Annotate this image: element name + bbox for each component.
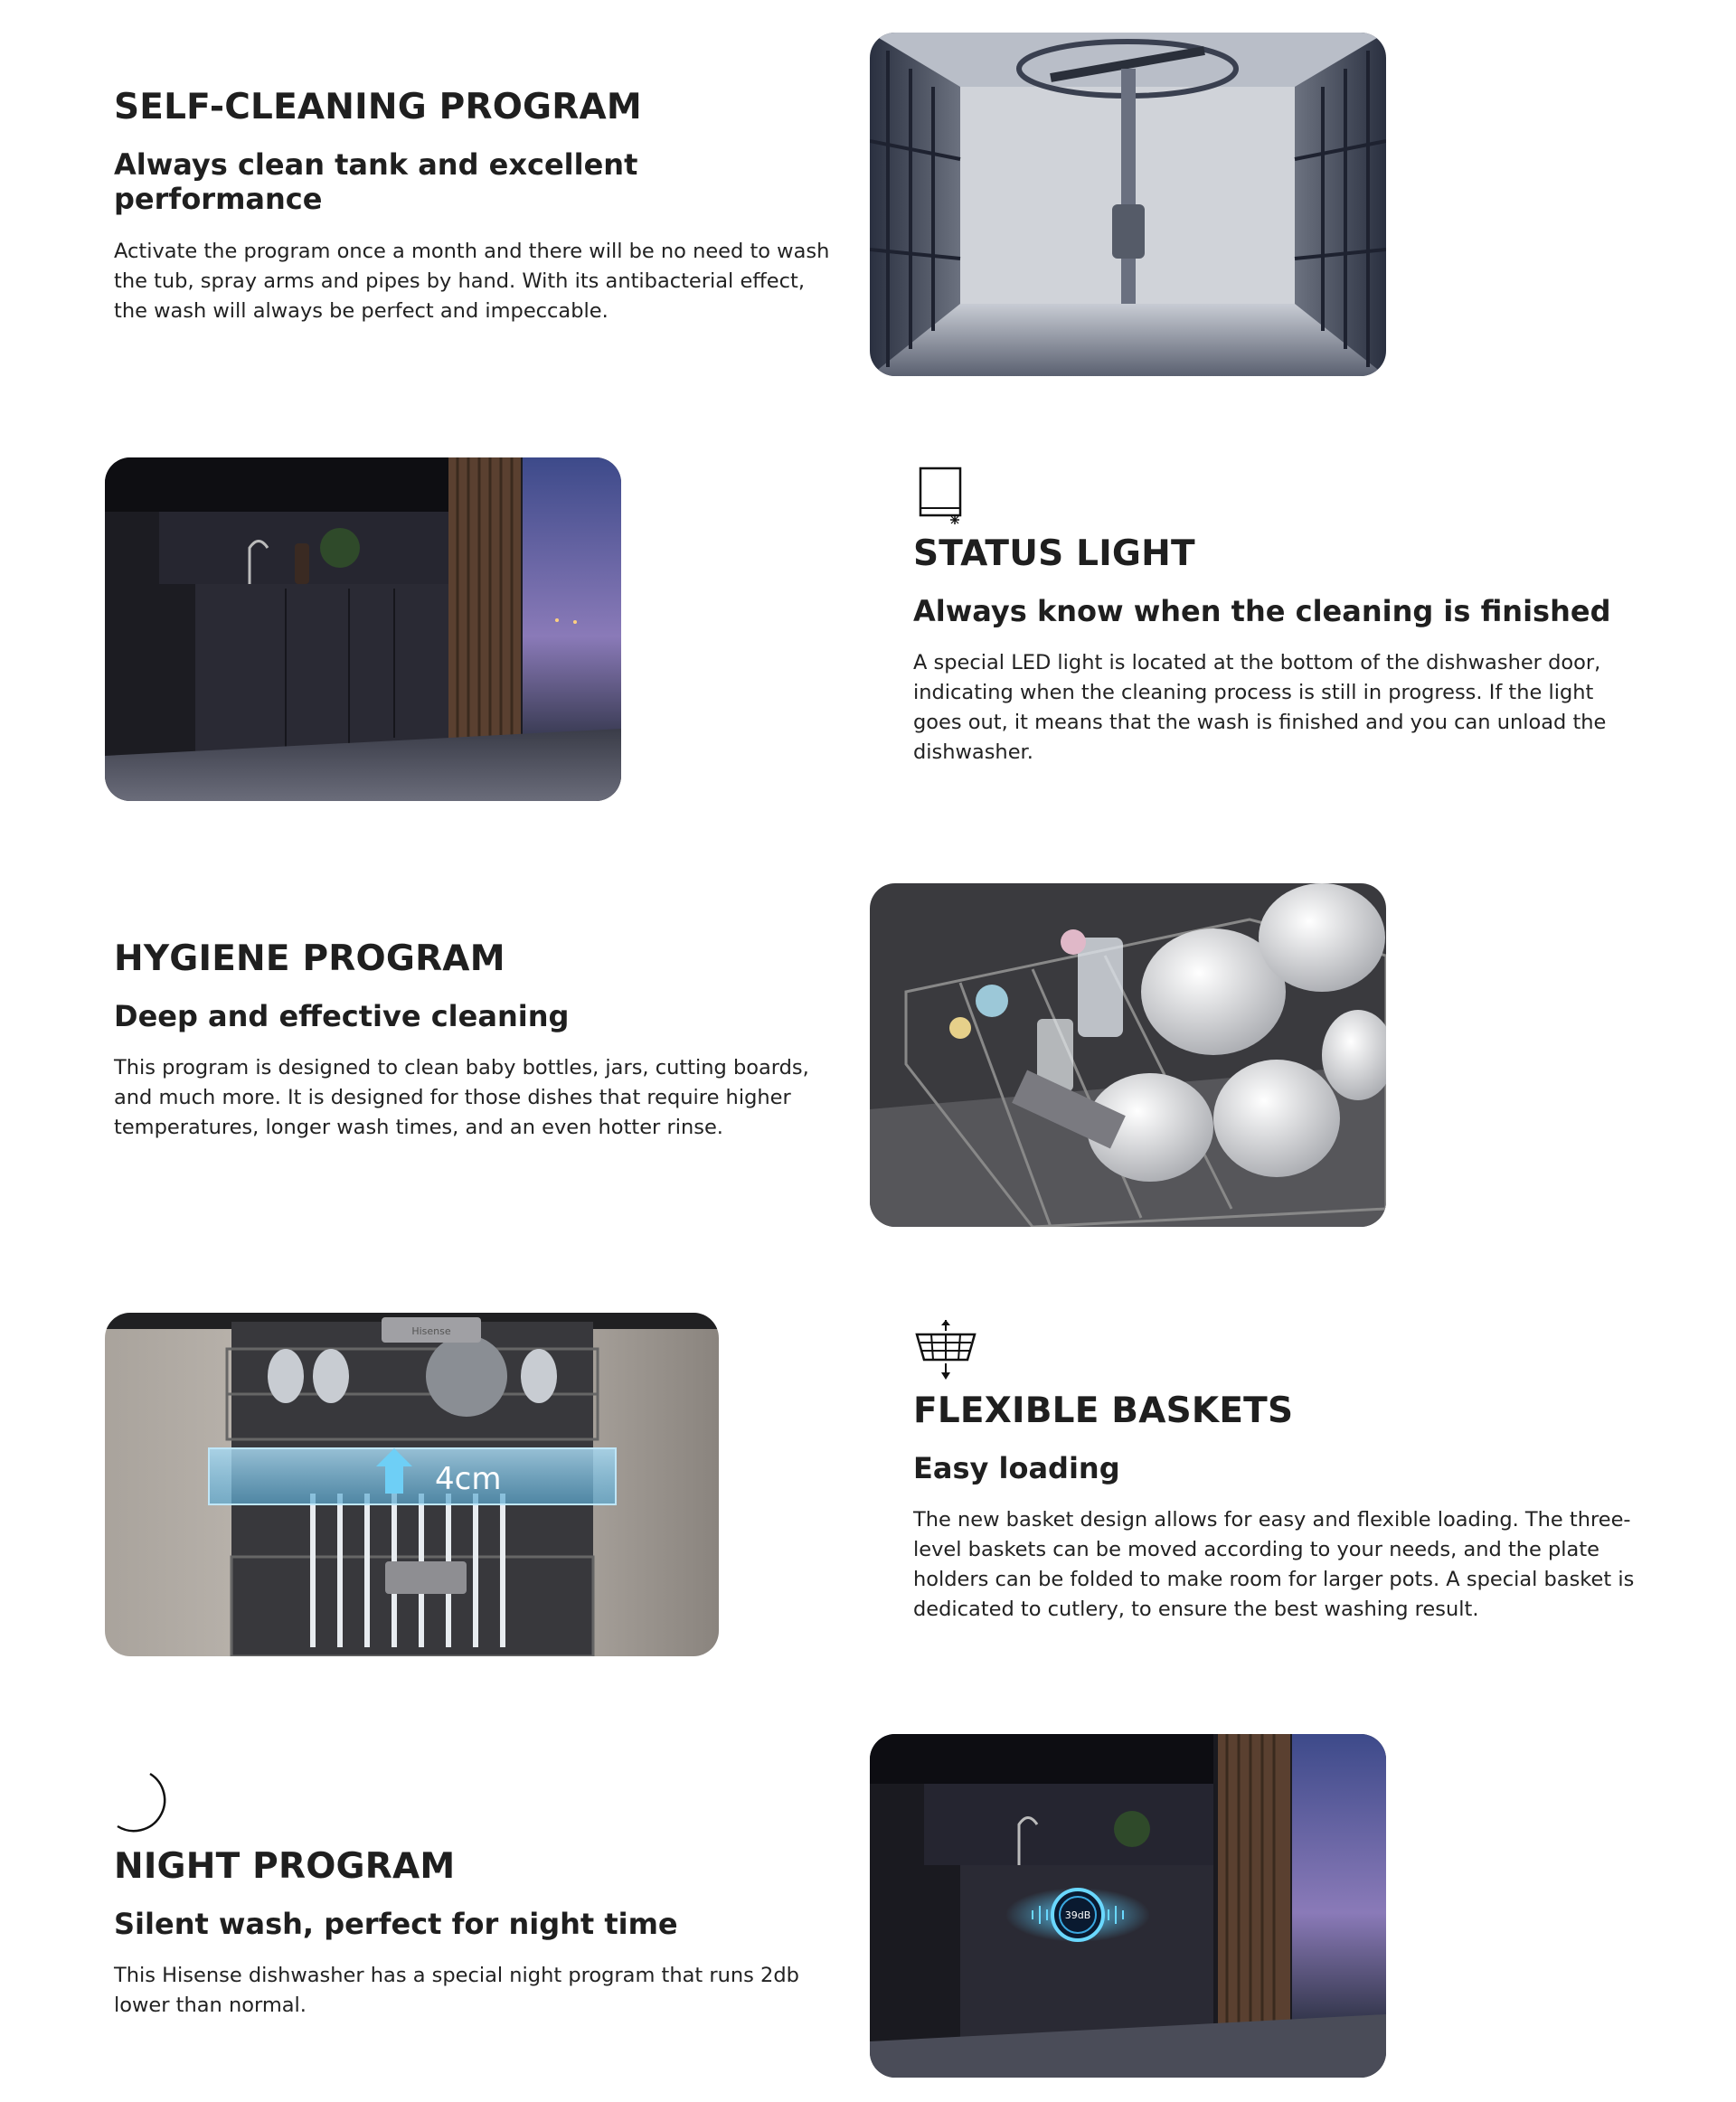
feature-subtitle: Easy loading [913, 1450, 1120, 1485]
flexible-baskets-image [105, 1313, 719, 1656]
feature-subtitle: Deep and effective cleaning [114, 998, 570, 1033]
feature-subtitle: Always know when the cleaning is finished [913, 593, 1611, 628]
feature-description: This Hisense dishwasher has a special night program that runs 2db lower than normal. [114, 1964, 799, 2018]
basket-icon [913, 1318, 978, 1383]
feature-description: The new basket design allows for easy and flexible loading. The three-level baskets can be moved according to your needs, and the plate holders can be folded to make room for larger pots. A special basket is dedicated to cutlery, to ensure the best washing result. [913, 1508, 1635, 1622]
feature-subtitle: Always clean tank and excellent performance [114, 146, 638, 217]
dishwasher-interior-image [870, 33, 1386, 376]
brand-logo-text: Hisense [411, 1325, 451, 1337]
feature-night-program [114, 1770, 837, 2021]
feature-hygiene [114, 938, 837, 1143]
feature-title: SELF-CLEANING PROGRAM [114, 87, 642, 127]
feature-description: This program is designed to clean baby bottles, jars, cutting boards, and much more. It is designed for those dishes that require higher temperatures, longer wash times, and an even hotter rinse. [114, 1056, 809, 1140]
feature-title: NIGHT PROGRAM [114, 1846, 456, 1887]
feature-description: A special LED light is located at the bottom of the dishwasher door, indicating when the cleaning process is still in progress. If the light goes out, it means that the wash is finished and you can unload the dishwasher. [913, 651, 1607, 765]
moon-icon [114, 1770, 177, 1839]
feature-flexible-baskets [913, 1318, 1637, 1625]
kitchen-night-program-image [870, 1734, 1386, 2078]
status-light-icon [913, 465, 967, 526]
noise-level-badge: 39dB [1064, 1909, 1091, 1921]
feature-title: STATUS LIGHT [913, 533, 1195, 574]
dishwasher-basket-dishes-image [870, 883, 1386, 1227]
feature-title: HYGIENE PROGRAM [114, 938, 505, 979]
feature-status-light [913, 465, 1637, 768]
kitchen-status-light-image [105, 457, 621, 801]
feature-description: Activate the program once a month and there will be no need to wash the tub, spray arms and pipes by hand. With its antibacterial effect, the wash will always be perfect and impeccable. [114, 239, 830, 323]
feature-title: FLEXIBLE BASKETS [913, 1390, 1294, 1431]
lift-height-label: 4cm [435, 1461, 502, 1497]
feature-self-cleaning [114, 87, 837, 326]
feature-subtitle: Silent wash, perfect for night time [114, 1906, 678, 1941]
